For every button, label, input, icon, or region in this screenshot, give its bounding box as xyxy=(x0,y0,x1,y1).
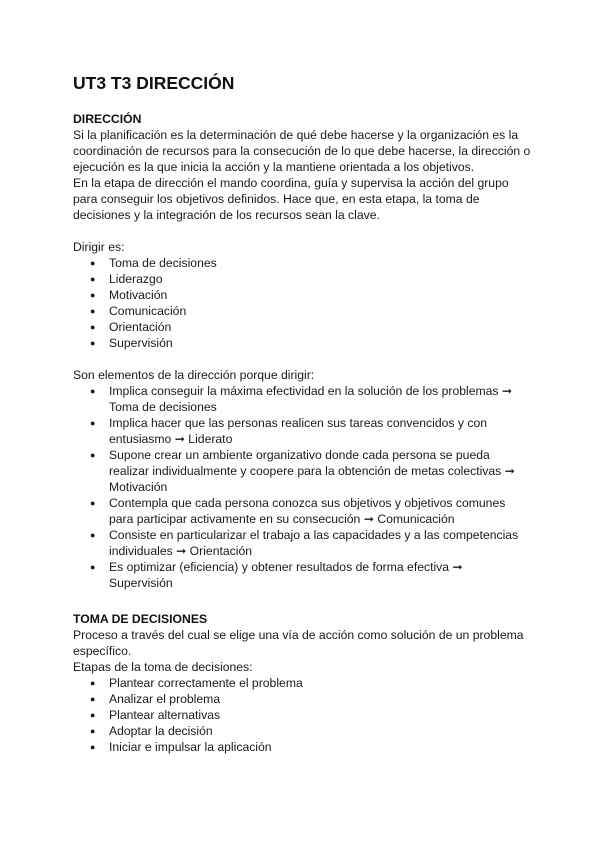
bullet-icon: ● xyxy=(90,726,96,736)
bullet-icon: ● xyxy=(90,710,96,720)
text-line: Si la planificación es la determinación de qué debe hacerse y la organización es la xyxy=(73,128,519,142)
list-item: ● Contempla que cada persona conozca sus objetivos y objetivos comunes para participar activamente en su consecución ➞ Comunicación xyxy=(90,496,506,526)
text-line: específico. xyxy=(73,644,132,658)
text-line: ejecución es la que inicia la acción y la mantiene orientada a los objetivos. xyxy=(73,160,475,174)
bullet-icon: ● xyxy=(90,338,96,348)
list-item: ● Motivación xyxy=(90,288,168,302)
etapas-label: Etapas de la toma de decisiones: xyxy=(73,660,253,674)
list-item: ● Supone crear un ambiente organizativo donde cada persona se pueda realizar individualmente y coopere para la obtención de metas colectivas ➞ Motivación xyxy=(90,448,515,494)
list-item: ● Implica hacer que las personas realicen sus tareas convencidos y con entusiasmo ➞ Liderato xyxy=(90,416,488,446)
bullet-icon: ● xyxy=(90,694,96,704)
list-item: ● Consiste en particularizar el trabajo a las capacidades y a las competencias individuales ➞ Orientación xyxy=(90,528,519,558)
list-item: ● Analizar el problema xyxy=(90,692,221,706)
elementos-list xyxy=(73,383,540,591)
section-toma-decisiones xyxy=(73,611,540,755)
section-heading-toma-decisiones: TOMA DE DECISIONES xyxy=(73,612,208,626)
list-item: ● Es optimizar (eficiencia) y obtener resultados de forma efectiva ➞ Supervisión xyxy=(90,560,463,590)
list-item: ● Toma de decisiones xyxy=(90,256,217,270)
bullet-icon: ● xyxy=(90,742,96,752)
dirigir-list xyxy=(73,255,540,351)
bullet-icon: ● xyxy=(90,322,96,332)
bullet-icon: ● xyxy=(90,418,96,428)
bullet-icon: ● xyxy=(90,258,96,268)
list-item: ● Implica conseguir la máxima efectividad en la solución de los problemas ➞ Toma de decisiones xyxy=(90,384,513,414)
page-title: UT3 T3 DIRECCIÓN xyxy=(73,73,235,93)
list-item: ● Supervisión xyxy=(90,336,173,350)
bullet-icon: ● xyxy=(90,498,96,508)
bullet-icon: ● xyxy=(90,386,96,396)
list-item: ● Adoptar la decisión xyxy=(90,724,213,738)
direccion-intro xyxy=(73,127,540,223)
elementos-label: Son elementos de la dirección porque dirigir: xyxy=(73,368,315,382)
bullet-icon: ● xyxy=(90,678,96,688)
section-heading-direccion: DIRECCIÓN xyxy=(73,112,142,126)
bullet-icon: ● xyxy=(90,530,96,540)
bullet-icon: ● xyxy=(90,562,96,572)
bullet-icon: ● xyxy=(90,450,96,460)
list-item: ● Comunicación xyxy=(90,304,187,318)
list-item: ● Iniciar e impulsar la aplicación xyxy=(90,740,272,754)
list-item: ● Plantear correctamente el problema xyxy=(90,676,303,690)
bullet-icon: ● xyxy=(90,290,96,300)
text-line: En la etapa de dirección el mando coordina, guía y supervisa la acción del grupo xyxy=(73,176,509,190)
text-line: para conseguir los objetivos definidos. Hace que, en esta etapa, la toma de xyxy=(73,192,480,206)
bullet-icon: ● xyxy=(90,306,96,316)
section-direccion xyxy=(73,111,540,591)
list-item: ● Liderazgo xyxy=(90,272,163,286)
text-line: Proceso a través del cual se elige una vía de acción como solución de un problema xyxy=(73,628,524,642)
list-item: ● Plantear alternativas xyxy=(90,708,221,722)
bullet-icon: ● xyxy=(90,274,96,284)
list-item: ● Orientación xyxy=(90,320,172,334)
dirigir-label: Dirigir es: xyxy=(73,240,125,254)
text-line: decisiones y la integración de los recursos sean la clave. xyxy=(73,208,380,222)
text-line: coordinación de recursos para la consecución de lo que debe hacerse, la dirección o xyxy=(73,144,531,158)
etapas-list xyxy=(73,675,540,755)
